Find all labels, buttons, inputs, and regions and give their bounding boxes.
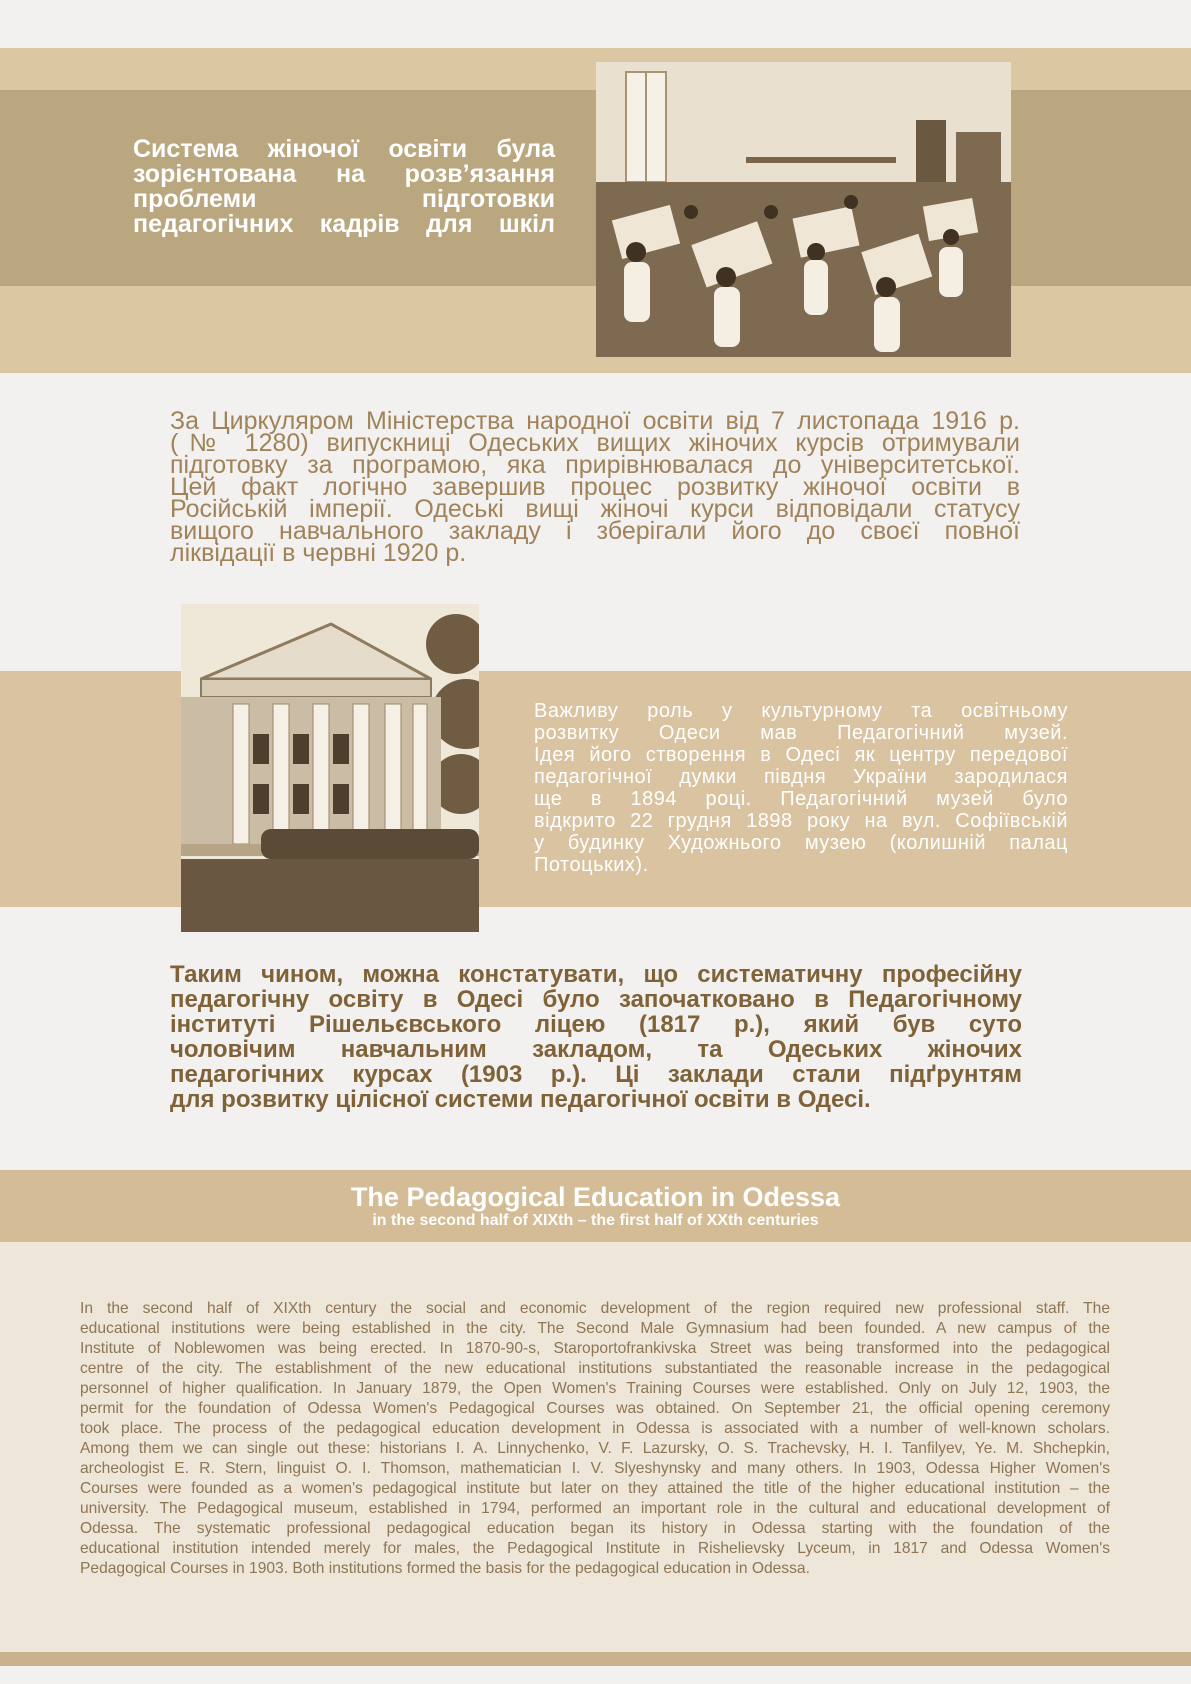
paragraph-line: відкрито 22 грудня 1898 року на вул. Софіївській xyxy=(534,810,1068,832)
museum-building-image xyxy=(181,604,479,932)
summary-line: centre of the city. The establishment of the new educational institutions substantiated the reasonable increase in the pedagogical xyxy=(80,1360,1110,1377)
paragraph-line: інституті Рішельєвського ліцею (1817 р.), який був суто xyxy=(170,1011,1022,1038)
summary-line: In the second half of XIXth century the social and economic development of the region required new professional staff. The xyxy=(80,1300,1110,1317)
summary-line: Among them we can single out these: historians I. A. Linnychenko, V. F. Lazursky, O. S. Trachevsky, H. I. Tanfilyev, Ye. M. Shchepkin, xyxy=(80,1440,1110,1457)
heading-line: Система жіночої освіти була xyxy=(133,135,555,163)
paragraph-line: педагогічної думки півдня України зародилася xyxy=(534,766,1068,788)
paragraph-line: чоловічим навчальним закладом, та Одеських жіночих xyxy=(170,1036,1022,1063)
paragraph-line: у будинку Художнього музею (колишній палац xyxy=(534,832,1068,854)
summary-line: educational institutions were being established in the city. The Second Male Gymnasium had been founded. A new campus of the xyxy=(80,1320,1110,1337)
paragraph-line: вищого навчального закладу і зберігали його до своєї повної xyxy=(170,517,1020,545)
paragraph-line: педагогічну освіту в Одесі було започатковано в Педагогічному xyxy=(170,986,1022,1013)
summary-line: Pedagogical Courses in 1903. Both institutions formed the basis for the pedagogical education in Odessa. xyxy=(80,1560,810,1577)
summary-line: Courses were founded as a women's pedagogical institute but later on they attained the title of the higher educational institution – the xyxy=(80,1480,1110,1497)
paragraph-line: педагогічних курсах (1903 р.). Ці заклади стали підґрунтям xyxy=(170,1061,1022,1088)
summary-line: educational institution intended merely for males, the Pedagogical Institute in Rishelievsky Lyceum, in 1817 and Odessa Women's xyxy=(80,1540,1110,1557)
summary-line: university. The Pedagogical museum, established in 1794, performed an important role in the cultural and educational development of xyxy=(80,1500,1110,1517)
paragraph-line: Таким чином, можна констатувати, що систематичну професійну xyxy=(170,961,1022,988)
women-education-heading xyxy=(133,137,555,237)
paragraph-line: Цей факт логічно завершив процес розвитку жіночої освіти в xyxy=(170,473,1020,501)
summary-line: archeologist E. R. Stern, linguist O. I. Thomson, mathematician I. V. Slyeshynsky and many others. In 1903, Odessa Higher Women's xyxy=(80,1460,1110,1477)
paragraph-line: Російській імперії. Одеські вищі жіночі курси відповідали статусу xyxy=(170,495,1020,523)
heading-line: зорієнтована на розв’язання xyxy=(133,160,555,188)
summary-line: Odessa. The systematic professional pedagogical education began its history in Odessa starting with the foundation of the xyxy=(80,1520,1110,1537)
heading-line: проблеми підготовки xyxy=(133,185,555,213)
english-title: The Pedagogical Education in Odessa xyxy=(350,1182,841,1212)
english-summary xyxy=(80,1299,1110,1579)
pedagogical-museum-paragraph xyxy=(534,700,1068,876)
paragraph-line: ще в 1894 році. Педагогічний музей було xyxy=(534,788,1068,810)
conclusion-paragraph xyxy=(170,962,1022,1112)
heading-line: педагогічних кадрів для шкіл xyxy=(133,210,555,238)
summary-line: took place. The process of the pedagogical education development in Odessa is associated with a number of well-known scholars. xyxy=(80,1420,1110,1437)
summary-line: permit for the foundation of Odessa Women's Pedagogical Courses was obtained. On September 21, the official opening ceremony xyxy=(80,1400,1110,1417)
paragraph-line: Потоцьких). xyxy=(534,854,649,876)
paragraph-line: Важливу роль у культурному та освітньому xyxy=(534,700,1068,722)
english-subtitle: in the second half of XIXth – the first half of XXth centuries xyxy=(372,1212,819,1229)
paragraph-line: (№ 1280) випускниці Одеських вищих жіночих курсів отримували xyxy=(170,429,1020,457)
paragraph-line: розвитку Одеси мав Педагогічний музей. xyxy=(534,722,1068,744)
paragraph-line: За Циркуляром Міністерства народної освіти від 7 листопада 1916 р. xyxy=(170,407,1020,435)
summary-line: Institute of Noblewomen was being erected. In 1870-90-s, Staroportofrankivska Street was being transformed into the pedagogical xyxy=(80,1340,1110,1357)
circular-paragraph xyxy=(170,407,1020,567)
classroom-photo xyxy=(596,62,1011,357)
summary-line: personnel of higher qualification. In January 1879, the Open Women's Training Courses were established. Only on July 12, 1903, the xyxy=(80,1380,1110,1397)
paragraph-line: для розвитку цілісної системи педагогічної освіти в Одесі. xyxy=(170,1086,871,1113)
paragraph-line: ліквідації в червні 1920 р. xyxy=(170,539,467,567)
museum-building-photo xyxy=(181,604,479,932)
paragraph-line: Ідея його створення в Одесі як центру передової xyxy=(534,744,1068,766)
paragraph-line: підготовку за програмою, яка прирівнювалася до університетської. xyxy=(170,451,1020,479)
classroom-photo-image xyxy=(596,62,1011,357)
bottom-bar xyxy=(0,1652,1191,1666)
